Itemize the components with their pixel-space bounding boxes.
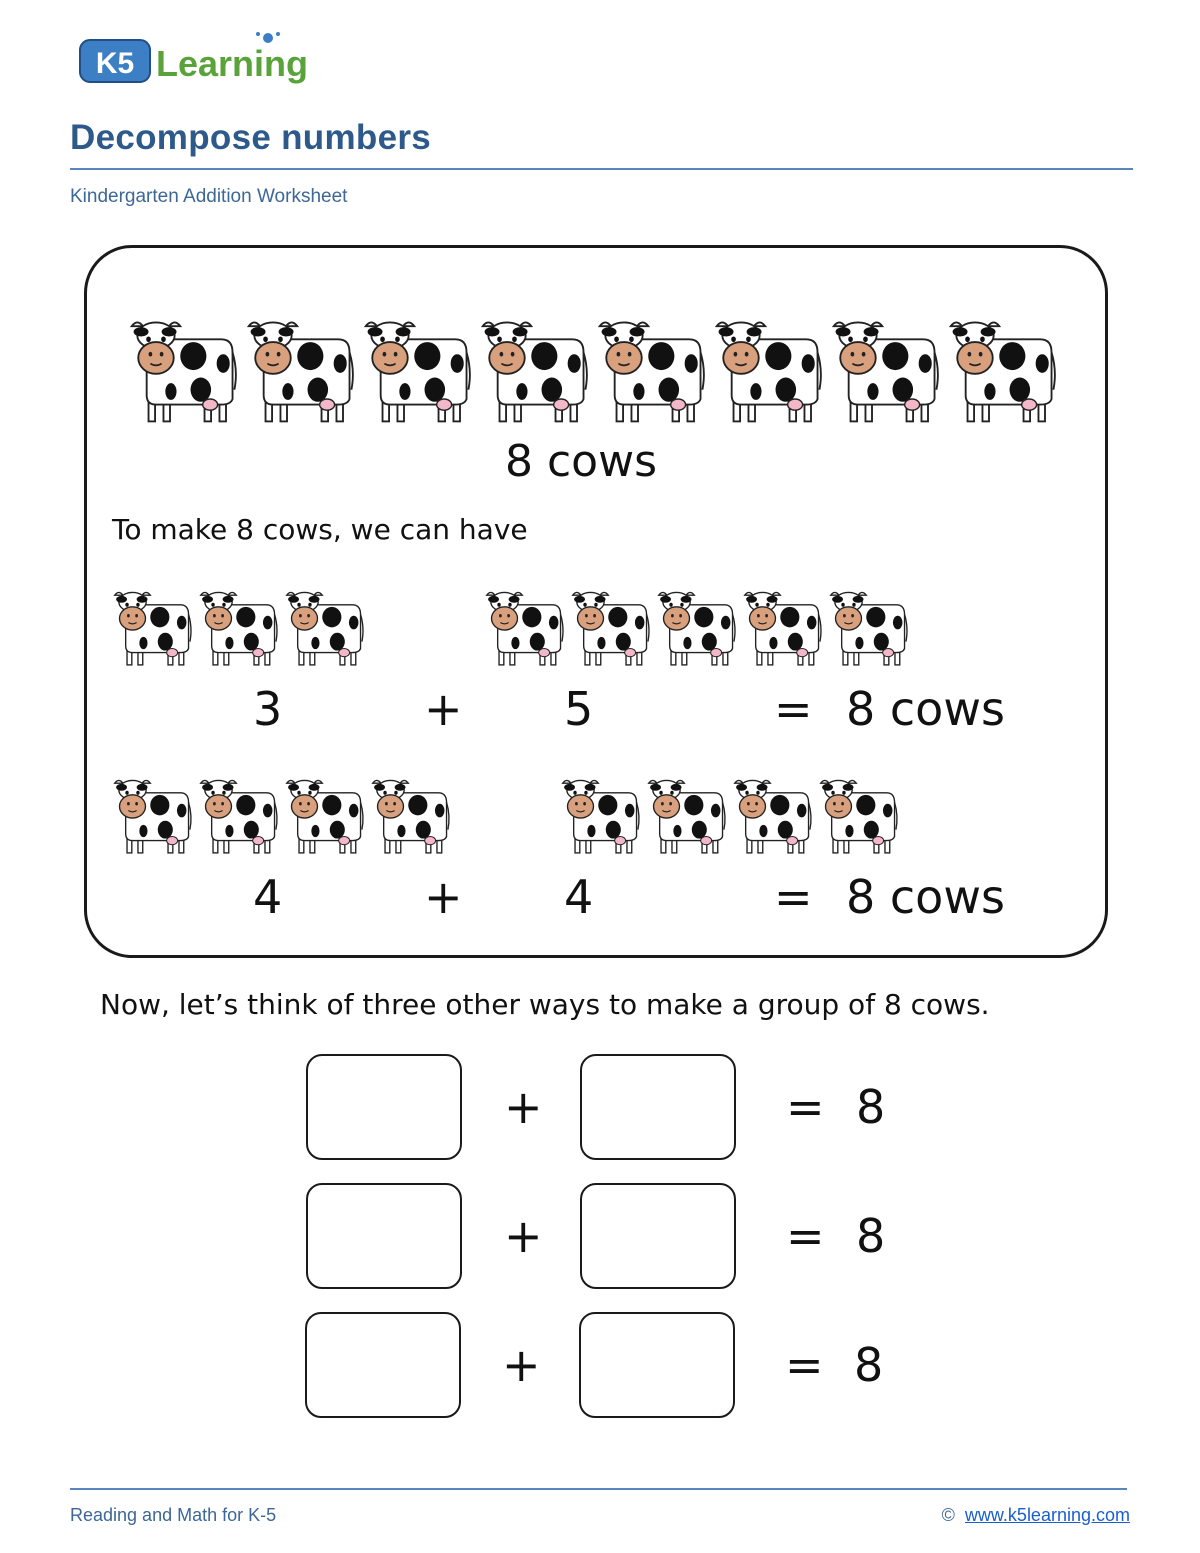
cow-icon bbox=[732, 775, 814, 857]
row-1-total: 8 bbox=[856, 1080, 886, 1134]
cow-icon bbox=[596, 315, 708, 427]
cow-icon bbox=[198, 775, 280, 857]
footer-divider bbox=[70, 1488, 1127, 1490]
answer-box-row-1-b[interactable] bbox=[580, 1054, 736, 1160]
cows-caption: 8 cows bbox=[505, 436, 658, 487]
cow-icon bbox=[742, 587, 824, 669]
equation-2-equals: = bbox=[774, 870, 813, 924]
cow-icon bbox=[479, 315, 591, 427]
svg-text:K5: K5 bbox=[95, 47, 135, 80]
row-2-equals: = bbox=[786, 1209, 825, 1263]
cow-icon bbox=[484, 587, 566, 669]
row-3-equals: = bbox=[785, 1338, 824, 1392]
cow-icon bbox=[284, 587, 366, 669]
footer-tagline: Reading and Math for K-5 bbox=[70, 1505, 277, 1525]
row-3-plus: + bbox=[502, 1338, 541, 1392]
row-3-total: 8 bbox=[854, 1338, 884, 1392]
equation-2-addend-a: 4 bbox=[253, 870, 283, 924]
answer-box-row-3-a[interactable] bbox=[305, 1312, 461, 1418]
svg-text:Learning: Learning bbox=[156, 43, 309, 84]
equation-2-plus: + bbox=[424, 870, 463, 924]
header-divider bbox=[70, 168, 1133, 170]
answer-box-row-2-a[interactable] bbox=[306, 1183, 462, 1289]
cow-icon bbox=[830, 315, 942, 427]
copyright-symbol: © bbox=[941, 1505, 955, 1525]
answer-box-row-3-b[interactable] bbox=[579, 1312, 735, 1418]
equation-2-result: 8 cows bbox=[846, 870, 1005, 924]
answer-box-row-1-a[interactable] bbox=[306, 1054, 462, 1160]
equation-1-plus: + bbox=[424, 682, 463, 736]
equation-1-addend-a: 3 bbox=[253, 682, 283, 736]
equation-1-result: 8 cows bbox=[846, 682, 1005, 736]
page-title: Decompose numbers bbox=[70, 118, 432, 157]
cow-icon bbox=[284, 775, 366, 857]
answer-box-row-2-b[interactable] bbox=[580, 1183, 736, 1289]
equation-2-addend-b: 4 bbox=[564, 870, 594, 924]
cow-icon bbox=[713, 315, 825, 427]
cow-icon bbox=[128, 315, 240, 427]
cow-icon bbox=[947, 315, 1059, 427]
footer-copyright bbox=[942, 1505, 1130, 1526]
cow-icon bbox=[198, 587, 280, 669]
cow-icon bbox=[828, 587, 910, 669]
exercise-prompt: Now, let’s think of three other ways to make a group of 8 cows. bbox=[100, 988, 990, 1021]
cow-icon bbox=[112, 775, 194, 857]
cow-icon bbox=[245, 315, 357, 427]
footer-link[interactable]: www.k5learning.com bbox=[964, 1505, 1130, 1525]
row-2-plus: + bbox=[504, 1209, 543, 1263]
row-1-equals: = bbox=[786, 1080, 825, 1134]
cow-icon bbox=[560, 775, 642, 857]
row-2-total: 8 bbox=[856, 1209, 886, 1263]
page-subtitle: Kindergarten Addition Worksheet bbox=[70, 186, 348, 207]
equation-1-equals: = bbox=[774, 682, 813, 736]
equation-1-addend-b: 5 bbox=[564, 682, 594, 736]
cow-icon bbox=[112, 587, 194, 669]
k5-logo-icon bbox=[78, 28, 338, 90]
cow-icon bbox=[370, 775, 452, 857]
cow-icon bbox=[570, 587, 652, 669]
row-1-plus: + bbox=[504, 1080, 543, 1134]
cow-icon bbox=[818, 775, 900, 857]
cow-icon bbox=[656, 587, 738, 669]
intro-text: To make 8 cows, we can have bbox=[112, 513, 528, 546]
cow-icon bbox=[646, 775, 728, 857]
cow-icon bbox=[362, 315, 474, 427]
